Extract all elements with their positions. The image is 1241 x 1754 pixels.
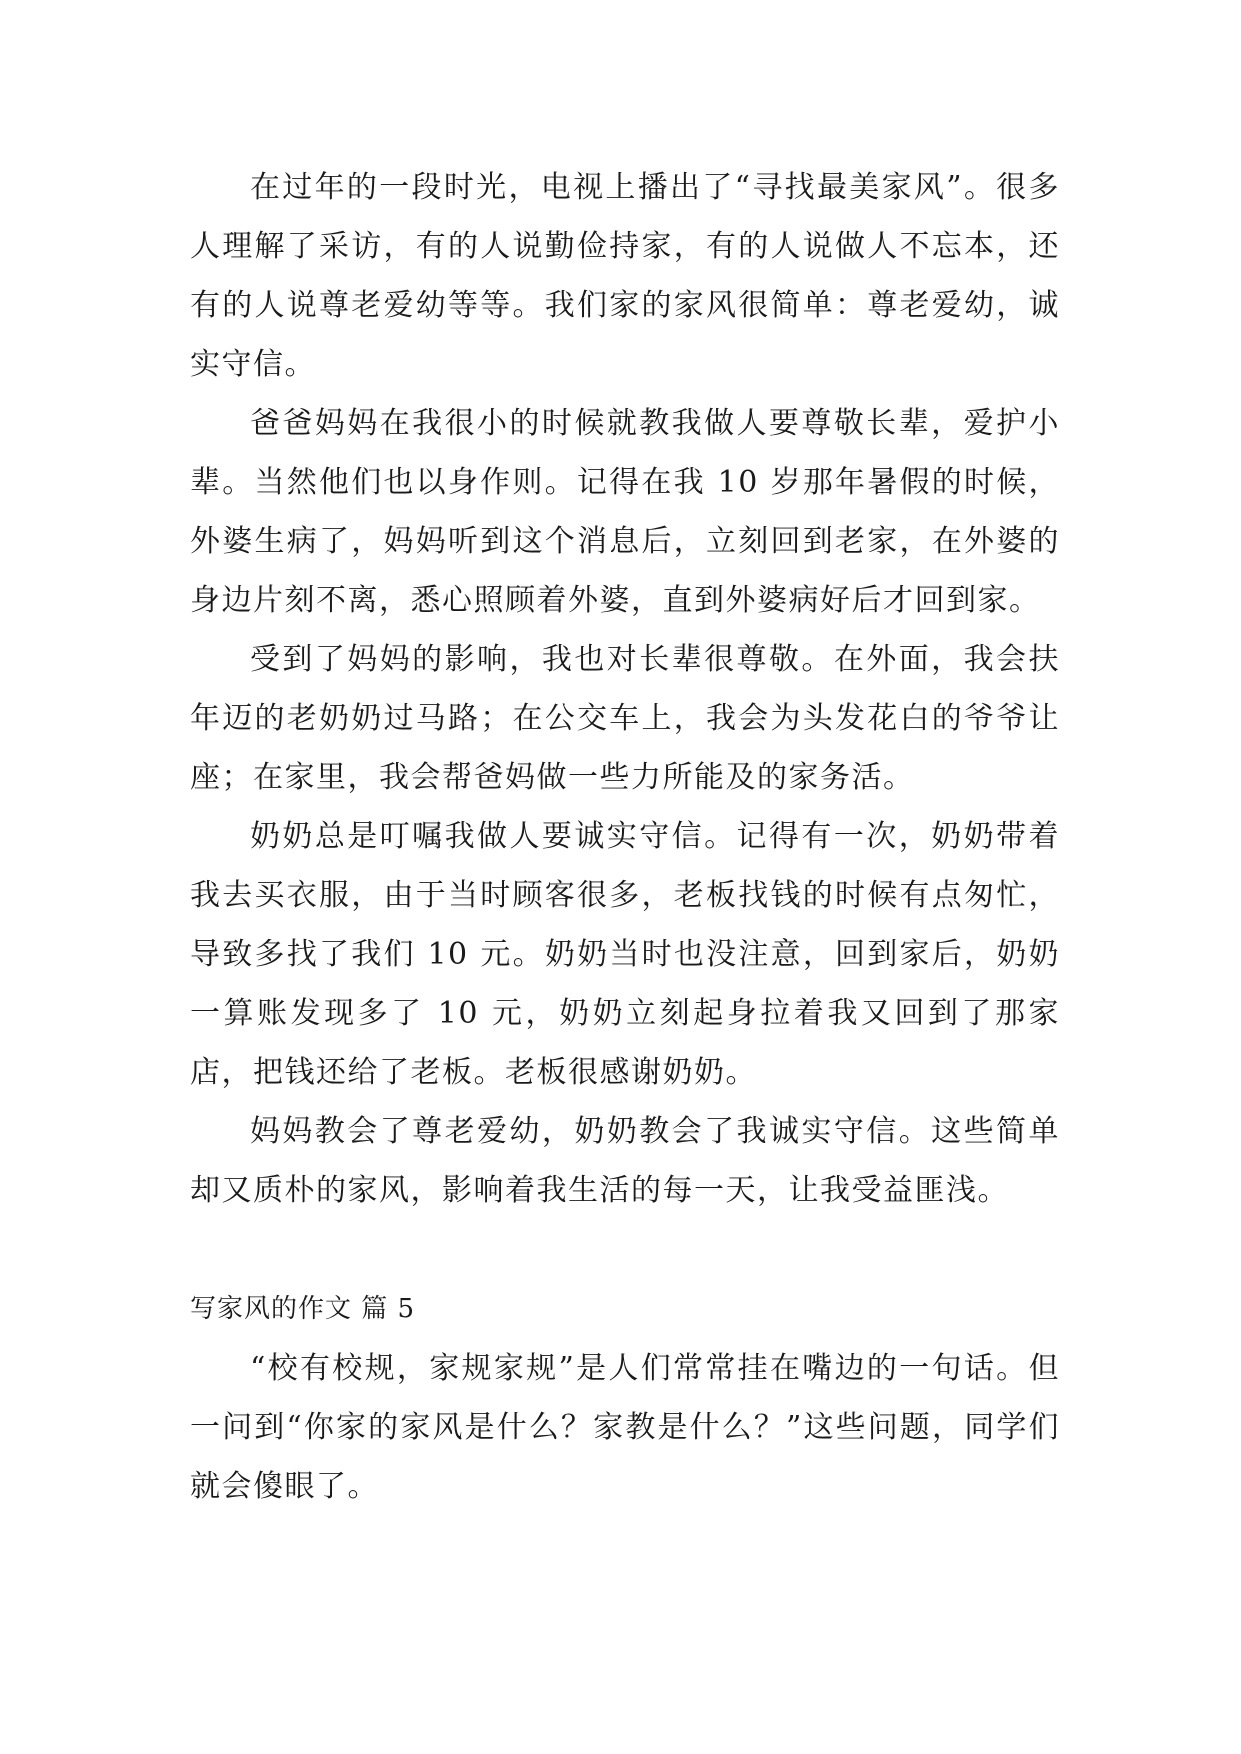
document-page [190, 158, 1060, 1516]
section-title: 写家风的作文 篇 5 [190, 1294, 416, 1324]
paragraph: 爸爸妈妈在我很小的时候就教我做人要尊敬长辈，爱护小辈。当然他们也以身作则。记得在我 10 岁那年暑假的时候，外婆生病了，妈妈听到这个消息后，立刻回到老家，在外婆的身边片刻不离，悉心照顾着外婆，直到外婆病好后才回到家。 [190, 406, 1060, 618]
paragraph: “校有校规，家规家规”是人们常常挂在嘴边的一句话。但一问到“你家的家风是什么？家教是什么？”这些问题，同学们就会傻眼了。 [190, 1351, 1060, 1504]
paragraph: 奶奶总是叮嘱我做人要诚实守信。记得有一次，奶奶带着我去买衣服，由于当时顾客很多，老板找钱的时候有点匆忙，导致多找了我们 10 元。奶奶当时也没注意，回到家后，奶奶一算账发现多了 10 元，奶奶立刻起身拉着我又回到了那家店，把钱还给了老板。老板很感谢奶奶。 [190, 819, 1060, 1090]
paragraph: 妈妈教会了尊老爱幼，奶奶教会了我诚实守信。这些简单却又质朴的家风，影响着我生活的每一天，让我受益匪浅。 [190, 1114, 1060, 1208]
paragraph: 在过年的一段时光，电视上播出了“寻找最美家风”。很多人理解了采访，有的人说勤俭持家，有的人说做人不忘本，还有的人说尊老爱幼等等。我们家的家风很简单：尊老爱幼，诚实守信。 [190, 170, 1060, 382]
paragraph: 受到了妈妈的影响，我也对长辈很尊敬。在外面，我会扶年迈的老奶奶过马路；在公交车上，我会为头发花白的爷爷让座；在家里，我会帮爸妈做一些力所能及的家务活。 [190, 642, 1060, 795]
